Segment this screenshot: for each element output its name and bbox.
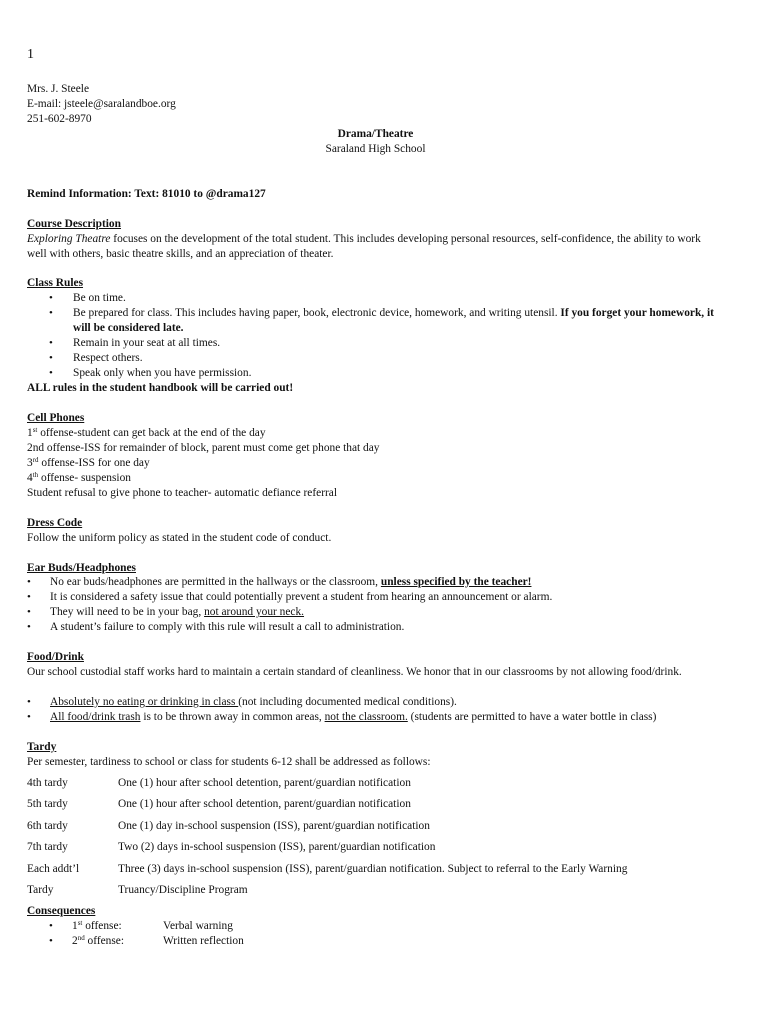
tardy-label: 5th tardy: [27, 798, 68, 810]
course-description-body: focuses on the development of the total student. This includes developing personal resources, self-confidence, the ability to work well with others, basic theatre skills, and an appreciation of theater.: [27, 233, 701, 260]
tardy-consequence: Truancy/Discipline Program: [118, 884, 248, 896]
list-item-text: They will need to be in your bag,: [50, 606, 205, 618]
dress-code-heading: Dress Code: [27, 517, 83, 529]
cell-phones-heading: Cell Phones: [27, 412, 85, 424]
bullet-icon: •: [49, 352, 53, 364]
cell-phone-rule-1: [27, 426, 266, 441]
list-item: [72, 919, 233, 934]
offense-label: offense:: [84, 935, 125, 947]
tardy-label: 4th tardy: [27, 777, 68, 789]
list-item: [50, 605, 304, 620]
list-item-text: Be prepared for class. This includes having paper, book, electronic device, homework, and writing utensil.: [73, 307, 561, 319]
offense-consequence: Verbal warning: [163, 920, 233, 932]
tardy-intro: Per semester, tardiness to school or class for students 6-12 shall be addressed as follows:: [27, 756, 431, 768]
list-item: A student’s failure to comply with this rule will result a call to administration.: [50, 621, 405, 633]
teacher-phone: 251-602-8970: [27, 113, 92, 125]
consequences-heading: Consequences: [27, 905, 96, 917]
ordinal-number: 1: [72, 920, 78, 932]
dress-code-text: Follow the uniform policy as stated in the student code of conduct.: [27, 532, 332, 544]
list-item-text: (not including documented medical conditions).: [238, 696, 457, 708]
course-description-text: [27, 232, 722, 262]
bullet-icon: •: [27, 621, 31, 633]
list-item-text: is to be thrown away in common areas,: [140, 711, 325, 723]
list-item: It is considered a safety issue that could potentially prevent a student from hearing an announcement or alarm.: [50, 591, 553, 603]
course-name: Exploring Theatre: [27, 233, 111, 245]
tardy-label: 7th tardy: [27, 841, 68, 853]
food-drink-heading: Food/Drink: [27, 651, 84, 663]
list-item-text: No ear buds/headphones are permitted in the hallways or the classroom,: [50, 576, 381, 588]
bullet-icon: •: [27, 696, 31, 708]
cell-phone-rule-5: Student refusal to give phone to teacher- automatic defiance referral: [27, 487, 338, 499]
offense-consequence: Written reflection: [163, 935, 244, 947]
table-row: [27, 776, 411, 791]
emphasis-text: All food/drink trash: [50, 711, 141, 723]
list-item: [50, 710, 656, 725]
tardy-consequence: One (1) day in-school suspension (ISS), parent/guardian notification: [118, 820, 430, 832]
list-item: Remain in your seat at all times.: [73, 337, 221, 349]
remind-info: Remind Information: Text: 81010 to @drama127: [27, 188, 266, 200]
bullet-icon: •: [49, 920, 53, 932]
list-item: Respect others.: [73, 352, 143, 364]
ordinal-suffix: nd: [77, 934, 85, 942]
ordinal-suffix: st: [77, 919, 83, 927]
page-number: 1: [27, 47, 34, 62]
course-description-heading: Course Description: [27, 218, 121, 230]
bullet-icon: •: [49, 292, 53, 304]
teacher-email: E-mail: jsteele@saralandboe.org: [27, 98, 176, 110]
list-item: [73, 306, 723, 336]
homework-warning: If you forget your homework, it will be considered late.: [73, 307, 714, 334]
list-item: Speak only when you have permission.: [73, 367, 252, 379]
ordinal-suffix: th: [32, 471, 39, 479]
bullet-icon: •: [27, 711, 31, 723]
rule-text: offense-ISS for one day: [38, 457, 150, 469]
table-row: [27, 797, 411, 812]
tardy-label: Each addt’l: [27, 863, 80, 875]
ordinal-number: 4: [27, 472, 33, 484]
emphasis-text: Absolutely no eating or drinking in class: [50, 696, 239, 708]
class-rules-heading: Class Rules: [27, 277, 84, 289]
tardy-heading: Tardy: [27, 741, 57, 753]
table-row: [27, 862, 628, 877]
list-item: [72, 934, 244, 949]
table-row: [27, 883, 248, 898]
list-item: [50, 575, 531, 590]
bullet-icon: •: [49, 935, 53, 947]
food-drink-text: Our school custodial staff works hard to maintain a certain standard of cleanliness. We honor that in our classrooms by not allowing food/drink.: [27, 666, 682, 678]
ordinal-number: 1: [27, 427, 33, 439]
cell-phone-rule-2: 2nd offense-ISS for remainder of block, parent must come get phone that day: [27, 442, 380, 454]
tardy-label: Tardy: [27, 884, 54, 896]
emphasis-text: not around your neck.: [204, 606, 305, 618]
ordinal-suffix: st: [32, 426, 38, 434]
ear-buds-heading: Ear Buds/Headphones: [27, 562, 136, 574]
document-title: Drama/Theatre: [337, 128, 414, 140]
bullet-icon: •: [49, 337, 53, 349]
offense-label: offense:: [82, 920, 122, 932]
tardy-consequence: Two (2) days in-school suspension (ISS), parent/guardian notification: [118, 841, 436, 853]
ordinal-number: 2: [72, 935, 78, 947]
tardy-consequence: One (1) hour after school detention, parent/guardian notification: [118, 798, 411, 810]
bullet-icon: •: [27, 591, 31, 603]
list-item: [50, 695, 457, 710]
tardy-consequence: Three (3) days in-school suspension (ISS), parent/guardian notification. Subject to referral to the Early Warning: [118, 863, 628, 875]
rule-text: offense- suspension: [38, 472, 131, 484]
cell-phone-rule-4: [27, 471, 131, 486]
cell-phone-rule-3: [27, 456, 150, 471]
table-row: [27, 819, 430, 834]
ordinal-number: 3: [27, 457, 33, 469]
school-name: Saraland High School: [325, 143, 426, 155]
rule-text: offense-student can get back at the end of the day: [37, 427, 266, 439]
bullet-icon: •: [27, 606, 31, 618]
list-item: Be on time.: [73, 292, 126, 304]
bullet-icon: •: [27, 576, 31, 588]
tardy-consequence: One (1) hour after school detention, parent/guardian notification: [118, 777, 411, 789]
tardy-label: 6th tardy: [27, 820, 68, 832]
emphasis-text: not the classroom.: [324, 711, 408, 723]
rules-footer: ALL rules in the student handbook will be carried out!: [27, 382, 294, 394]
list-item-text: (students are permitted to have a water bottle in class): [407, 711, 657, 723]
bullet-icon: •: [49, 367, 53, 379]
ordinal-suffix: rd: [32, 456, 39, 464]
table-row: [27, 840, 436, 855]
bullet-icon: •: [49, 307, 53, 319]
teacher-name: Mrs. J. Steele: [27, 83, 90, 95]
teacher-exception: unless specified by the teacher!: [380, 576, 532, 588]
